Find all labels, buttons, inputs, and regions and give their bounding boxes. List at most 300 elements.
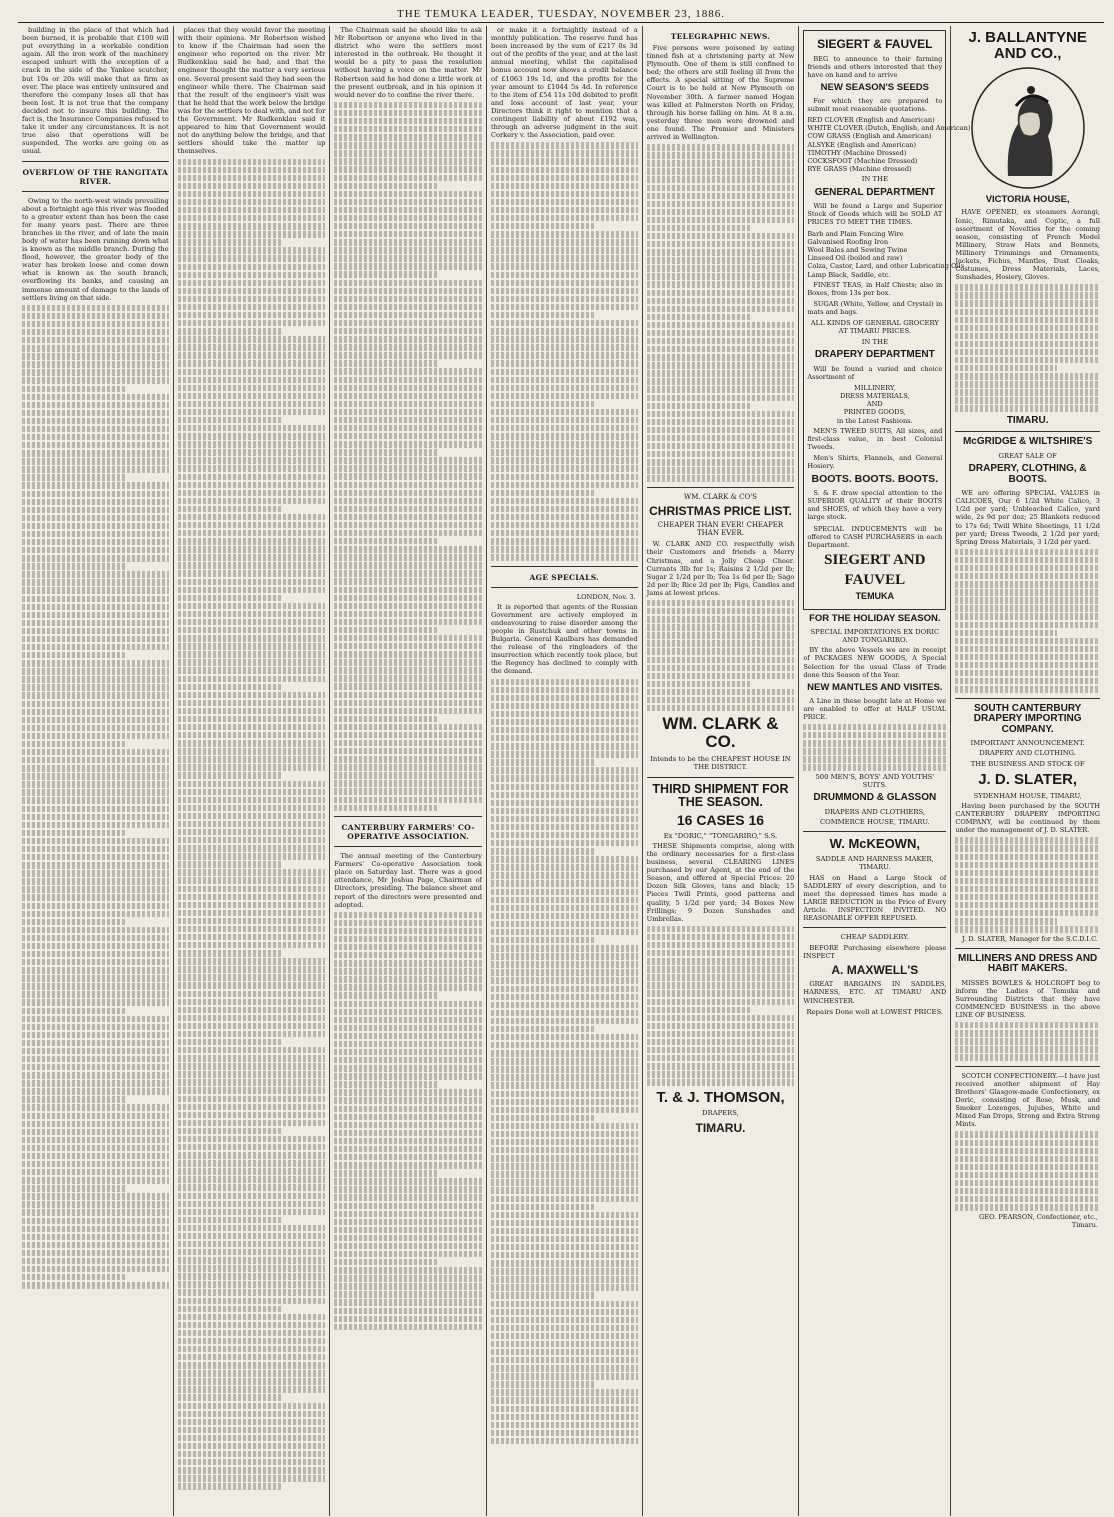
text-filler [647, 144, 795, 482]
filler-line [491, 352, 638, 358]
text-filler [955, 837, 1100, 932]
article-heading: OVERFLOW OF THE RANGITATA RIVER. [22, 167, 169, 186]
filler-line [491, 158, 638, 164]
filler-line [178, 587, 326, 593]
filler-line [491, 1236, 638, 1242]
filler-line [491, 328, 638, 334]
filler-line [491, 848, 594, 854]
filler-line [955, 1140, 1100, 1146]
filler-line [178, 1419, 326, 1425]
filler-line [178, 974, 326, 980]
filler-line [22, 579, 169, 585]
ad-text: BEG to announce to their farming friends and others interested that they have on hand and to arrive [807, 54, 943, 79]
filler-line [334, 700, 482, 706]
filler-line [334, 992, 437, 998]
filler-line [491, 1179, 638, 1185]
filler-line [178, 611, 326, 617]
filler-line [178, 700, 326, 706]
filler-line [22, 523, 169, 529]
filler-line [22, 563, 125, 569]
filler-line [178, 514, 326, 520]
filler-line [178, 1201, 326, 1207]
filler-line [491, 296, 638, 302]
filler-line [334, 1291, 482, 1297]
filler-line [22, 1209, 169, 1215]
filler-line [178, 191, 326, 197]
filler-line [22, 951, 169, 957]
filler-line [334, 578, 482, 584]
filler-line [334, 805, 437, 811]
ad-cases: 16 CASES 16 [676, 811, 765, 828]
filler-line [491, 474, 638, 480]
filler-line [334, 231, 482, 237]
filler-line [178, 320, 326, 326]
filler-line [22, 749, 169, 755]
filler-line [178, 1298, 326, 1304]
filler-line [178, 465, 326, 471]
ad-subheading: DRAPERY AND CLOTHING. [979, 749, 1077, 758]
filler-line [955, 373, 1100, 379]
filler-line [178, 441, 326, 447]
filler-line [491, 719, 638, 725]
filler-line [334, 199, 482, 205]
ad-text: HAS on Hand a Large Stock of SADDLERY of every description, and to meet the depressed times has made a LARGE REDUCTION in the Price of Every Article. INSPECTION INVITED. NO REASONABLE OFFER REFUSED. [803, 873, 947, 923]
filler-line [22, 313, 169, 319]
filler-line [491, 1155, 638, 1161]
filler-line [955, 638, 1100, 644]
filler-line [334, 1324, 482, 1330]
filler-line [334, 944, 482, 950]
filler-line [334, 1033, 482, 1039]
filler-line [178, 934, 326, 940]
column-4 [487, 26, 643, 1516]
filler-line [955, 1196, 1100, 1202]
filler-line [955, 902, 1100, 908]
filler-line [334, 928, 482, 934]
filler-line [491, 1131, 638, 1137]
filler-line [22, 862, 169, 868]
filler-line [178, 845, 326, 851]
filler-line [334, 409, 482, 415]
filler-line [491, 1422, 638, 1428]
text-filler [647, 600, 795, 711]
filler-line [491, 832, 638, 838]
filler-line [955, 926, 1100, 932]
list-item: Colza, Castor, Lard, and other Lubricating Oils [807, 262, 965, 271]
filler-line [178, 1120, 326, 1126]
filler-line [178, 328, 281, 334]
filler-line [178, 1176, 326, 1182]
filler-line [178, 732, 326, 738]
filler-line [334, 1017, 482, 1023]
filler-line [491, 377, 638, 383]
filler-line [22, 555, 169, 561]
list-item: COW GRASS (English and American) [807, 132, 932, 141]
filler-line [178, 377, 326, 383]
filler-line [334, 498, 482, 504]
filler-line [647, 152, 795, 158]
filler-line [22, 709, 169, 715]
filler-line [334, 344, 482, 350]
filler-line [22, 531, 169, 537]
ad-subheading: DRAPERS AND CLOTHIERS, [824, 807, 926, 816]
filler-line [22, 943, 169, 949]
filler-line [647, 1031, 795, 1037]
filler-line [22, 337, 169, 343]
filler-line [491, 961, 638, 967]
list-item: TIMOTHY (Machine Dressed) [807, 148, 907, 157]
masthead: THE TEMUKA LEADER, TUESDAY, NOVEMBER 23, 1886. [18, 6, 1104, 23]
filler-line [22, 1185, 125, 1191]
filler-line [955, 1180, 1100, 1186]
filler-line [647, 168, 795, 174]
filler-line [491, 1252, 638, 1258]
divider [334, 846, 482, 847]
ad-town: TEMUKA [855, 591, 895, 602]
filler-line [334, 920, 482, 926]
filler-line [955, 862, 1100, 868]
filler-line [491, 695, 638, 701]
ad-title: DRAPERY, CLOTHING, & BOOTS. [968, 463, 1087, 485]
filler-line [22, 1169, 169, 1175]
filler-line [334, 239, 482, 245]
filler-line [334, 150, 482, 156]
filler-line [178, 886, 326, 892]
filler-line [334, 1219, 482, 1225]
filler-line [178, 781, 326, 787]
filler-line [647, 705, 795, 711]
filler-line [22, 1129, 169, 1135]
ad-text: S. & F. draw special attention to the SUPERIOR QUALITY of their BOOTS and SHOES, of which they have a very large stock. [807, 489, 943, 522]
filler-line [22, 499, 169, 505]
filler-line [178, 433, 326, 439]
filler-line [178, 1031, 326, 1037]
filler-line [491, 703, 638, 709]
filler-line [647, 1007, 750, 1013]
filler-line [178, 603, 326, 609]
filler-line [334, 102, 482, 108]
article-text: The annual meeting of the Canterbury Farmers' Co-operative Association took place on Saturday last. There was a good attendance, Mr Joshua Page, Chairman of Directors, presiding. The balance sheet and report of the directors were presented and adopted. [334, 852, 482, 909]
filler-line [647, 370, 795, 376]
filler-line [647, 241, 795, 247]
ad-heading: WM. CLARK & CO'S [684, 492, 757, 501]
filler-line [334, 780, 482, 786]
filler-line [178, 1217, 281, 1223]
filler-line [178, 659, 326, 665]
filler-line [334, 377, 482, 383]
list-item: ALSYKE (English and American) [807, 140, 917, 149]
filler-line [955, 670, 1100, 676]
ad-text: Will be found a varied and choice Assortment of [807, 364, 943, 381]
list-item: PRINTED GOODS, [843, 408, 906, 417]
queen-victoria-portrait-icon [968, 66, 1088, 191]
filler-line [178, 1104, 326, 1110]
filler-line [334, 611, 482, 617]
filler-line [22, 547, 169, 553]
filler-line [178, 1112, 326, 1118]
filler-line [647, 616, 795, 622]
filler-line [491, 986, 638, 992]
filler-line [22, 644, 169, 650]
ad-subheading: IMPORTANT ANNOUNCEMENT. [970, 739, 1085, 748]
filler-line [955, 549, 1100, 555]
filler-line [491, 1276, 638, 1282]
filler-line [334, 1138, 482, 1144]
filler-line [334, 1081, 437, 1087]
filler-line [647, 1071, 795, 1077]
filler-line [647, 934, 795, 940]
filler-line [491, 994, 638, 1000]
text-filler [955, 284, 1100, 412]
filler-line [334, 1259, 437, 1265]
goods-list [807, 229, 965, 279]
filler-line [334, 441, 482, 447]
ad-text: For which they are prepared to submit most reasonable quotations. [807, 96, 943, 113]
filler-line [647, 958, 795, 964]
ad-brand: FAUVEL [844, 571, 906, 588]
filler-line [955, 1038, 1100, 1044]
filler-line [178, 1152, 326, 1158]
filler-line [647, 624, 795, 630]
filler-line [491, 1292, 594, 1298]
filler-line [178, 1241, 326, 1247]
filler-line [334, 247, 482, 253]
filler-line [178, 223, 326, 229]
filler-line [647, 273, 795, 279]
filler-line [178, 1063, 326, 1069]
filler-line [334, 976, 482, 982]
filler-line [491, 1163, 638, 1169]
filler-line [22, 781, 169, 787]
filler-line [491, 1058, 638, 1064]
filler-line [334, 764, 482, 770]
filler-line [334, 465, 482, 471]
filler-line [334, 360, 437, 366]
ad-title: NEW MANTLES AND VISITES. [807, 681, 943, 693]
filler-line [955, 565, 1100, 571]
filler-line [334, 740, 482, 746]
filler-line [178, 1394, 281, 1400]
filler-line [955, 1204, 1100, 1210]
filler-line [178, 1346, 326, 1352]
filler-line [178, 869, 326, 875]
filler-line [178, 1443, 326, 1449]
filler-line [955, 1164, 1100, 1170]
filler-line [178, 530, 326, 536]
text-filler [178, 159, 326, 1490]
filler-line [178, 417, 281, 423]
filler-line [178, 1007, 326, 1013]
filler-line [22, 458, 169, 464]
filler-line [22, 1121, 169, 1127]
filler-line [178, 1362, 326, 1368]
filler-line [22, 507, 169, 513]
ad-text: BEFORE Purchasing elsewhere please INSPECT [803, 943, 947, 960]
filler-line [178, 861, 281, 867]
filler-line [22, 329, 169, 335]
ad-title: GENERAL DEPARTMENT [814, 186, 935, 198]
filler-line [334, 223, 482, 229]
filler-line [334, 457, 482, 463]
filler-line [22, 596, 169, 602]
column-1 [18, 26, 174, 1516]
filler-line [955, 589, 1100, 595]
filler-line [22, 612, 169, 618]
filler-line [22, 466, 169, 472]
filler-line [647, 942, 795, 948]
filler-line [334, 368, 482, 374]
filler-line [647, 999, 795, 1005]
text-filler [647, 926, 795, 1086]
filler-line [178, 352, 326, 358]
filler-line [178, 853, 326, 859]
filler-line [647, 176, 795, 182]
filler-line [334, 1057, 482, 1063]
filler-line [491, 1026, 594, 1032]
filler-line [647, 1063, 795, 1069]
filler-line [334, 732, 482, 738]
filler-line [334, 1122, 482, 1128]
filler-line [334, 280, 482, 286]
filler-line [955, 557, 1100, 563]
filler-line [491, 1349, 638, 1355]
filler-line [955, 845, 1100, 851]
filler-line [22, 402, 169, 408]
filler-line [22, 628, 169, 634]
column-3 [330, 26, 487, 1516]
filler-line [178, 1039, 281, 1045]
list-item: RED CLOVER (English and American) [807, 116, 935, 125]
filler-line [491, 1389, 638, 1395]
filler-line [334, 1146, 482, 1152]
filler-line [178, 482, 326, 488]
divider [334, 816, 482, 817]
list-item: WHITE CLOVER (Dutch, English, and American) [807, 124, 971, 133]
filler-line [178, 619, 326, 625]
filler-line [334, 968, 482, 974]
filler-line [491, 506, 638, 512]
filler-line [334, 724, 482, 730]
filler-line [955, 317, 1100, 323]
filler-line [491, 385, 638, 391]
filler-line [334, 1227, 482, 1233]
filler-line [955, 870, 1100, 876]
filler-line [647, 648, 795, 654]
filler-line [178, 789, 326, 795]
filler-line [334, 401, 482, 407]
filler-line [647, 451, 795, 457]
filler-line [22, 1258, 169, 1264]
article-text: Owing to the north-west winds prevailing about a fortnight ago this river was flooded to a greater extent than has been the case for many years past. There are three branches in the river, and of late the main body of water has been running down what is known as the middle branch. During the flood, however, the greater body of the water has broken loose and come down what is known as the south branch, overflowing its banks, and causing an immense amount of damage to the lands of settlers living on that side. [22, 196, 169, 302]
filler-line [955, 1054, 1100, 1060]
filler-line [955, 854, 1100, 860]
filler-line [647, 362, 795, 368]
filler-line [178, 772, 281, 778]
list-item: Barb and Plain Fencing Wire [807, 229, 904, 238]
filler-line [491, 1123, 638, 1129]
filler-line [647, 632, 795, 638]
filler-line [178, 1273, 326, 1279]
filler-line [22, 1016, 169, 1022]
filler-line [178, 1184, 326, 1190]
filler-line [647, 697, 795, 703]
filler-line [178, 748, 326, 754]
filler-line [334, 748, 482, 754]
filler-line [491, 767, 638, 773]
ad-town: TIMARU. [695, 1120, 746, 1135]
filler-line [955, 405, 1100, 411]
filler-line [178, 183, 326, 189]
article-text: or make it a fortnightly instead of a monthly publication. The reserve fund has been increased by the sum of £217 0s 3d out of the profits of the year, and at the last annual meeting, whilst the capitalised bonus account now shows a credit balance of £1063 19s 1d, and the profits for the year amount to £1044 5s 4d. In reference to the item of £54 11s 10d debited to profit and loss account of last year, your Directors think it right to mention that a contingent liability of about £192 was, through an adverse judgment in the suit Corkery v. the Association, paid over. [490, 26, 638, 140]
filler-line [334, 207, 482, 213]
filler-line [334, 1178, 482, 1184]
filler-line [22, 660, 169, 666]
filler-line [334, 263, 482, 269]
ad-in: IN THE [861, 337, 888, 346]
filler-line [955, 1030, 1100, 1036]
ad-title: NEW SEASON'S SEEDS [820, 81, 929, 93]
ad-brand: WM. CLARK & CO. [662, 714, 779, 752]
filler-line [803, 756, 946, 762]
filler-line [334, 1097, 482, 1103]
filler-line [491, 1050, 638, 1056]
filler-line [22, 757, 169, 763]
filler-line [178, 1354, 326, 1360]
filler-line [647, 403, 750, 409]
filler-line [491, 905, 638, 911]
filler-line [178, 999, 326, 1005]
filler-line [955, 341, 1100, 347]
ad-text: FINEST TEAS, in Half Chests; also in Boxes, from 13s per box. [807, 280, 943, 297]
filler-line [178, 1079, 326, 1085]
filler-line [647, 966, 795, 972]
filler-line [491, 1091, 638, 1097]
ad-text: THE BUSINESS AND STOCK OF [970, 759, 1085, 768]
filler-line [491, 1187, 638, 1193]
filler-line [647, 395, 795, 401]
text-filler [491, 679, 638, 1445]
ad-text: A Line in these bought late at Home we are enabled to offer at HALF USUAL PRICE. [803, 696, 947, 721]
filler-line [491, 304, 638, 310]
filler-line [647, 689, 795, 695]
filler-line [334, 417, 482, 423]
text-filler [334, 102, 482, 811]
filler-line [334, 1308, 482, 1314]
filler-line [491, 191, 638, 197]
filler-line [178, 1475, 326, 1481]
filler-line [334, 1025, 482, 1031]
ad-text: BY the above Vessels we are in receipt of PACKAGES NEW GOODS, A Special Selection for the usual Class of Trade done this Season of the Year. [803, 646, 947, 679]
filler-line [647, 217, 795, 223]
ad-signature: GEO. PEARSON, Confectioner, etc., Timaru. [979, 1212, 1098, 1229]
filler-line [178, 821, 326, 827]
filler-line [178, 247, 326, 253]
filler-line [491, 280, 638, 286]
ad-title: MILLINERS AND DRESS AND HABIT MAKERS. [958, 952, 1098, 975]
filler-line [178, 449, 326, 455]
article-text: The Chairman said he should like to ask Mr Robertson or anyone who lived in the district who were the settlers most interested in the outbreak. He thought it would be a pity to pass the resolution without having a voice on the matter. Mr Robertson said he had done a little work at the present outbreak, and in his opinion it would never do to confine the river there. [334, 26, 482, 99]
filler-line [334, 538, 437, 544]
filler-line [178, 288, 326, 294]
filler-line [334, 385, 482, 391]
ad-subheading: CHEAP SADDLERY. [840, 933, 909, 942]
filler-line [178, 1096, 326, 1102]
filler-line [178, 991, 326, 997]
filler-line [647, 354, 795, 360]
filler-line [491, 490, 594, 496]
filler-line [491, 255, 638, 261]
filler-line [178, 894, 326, 900]
